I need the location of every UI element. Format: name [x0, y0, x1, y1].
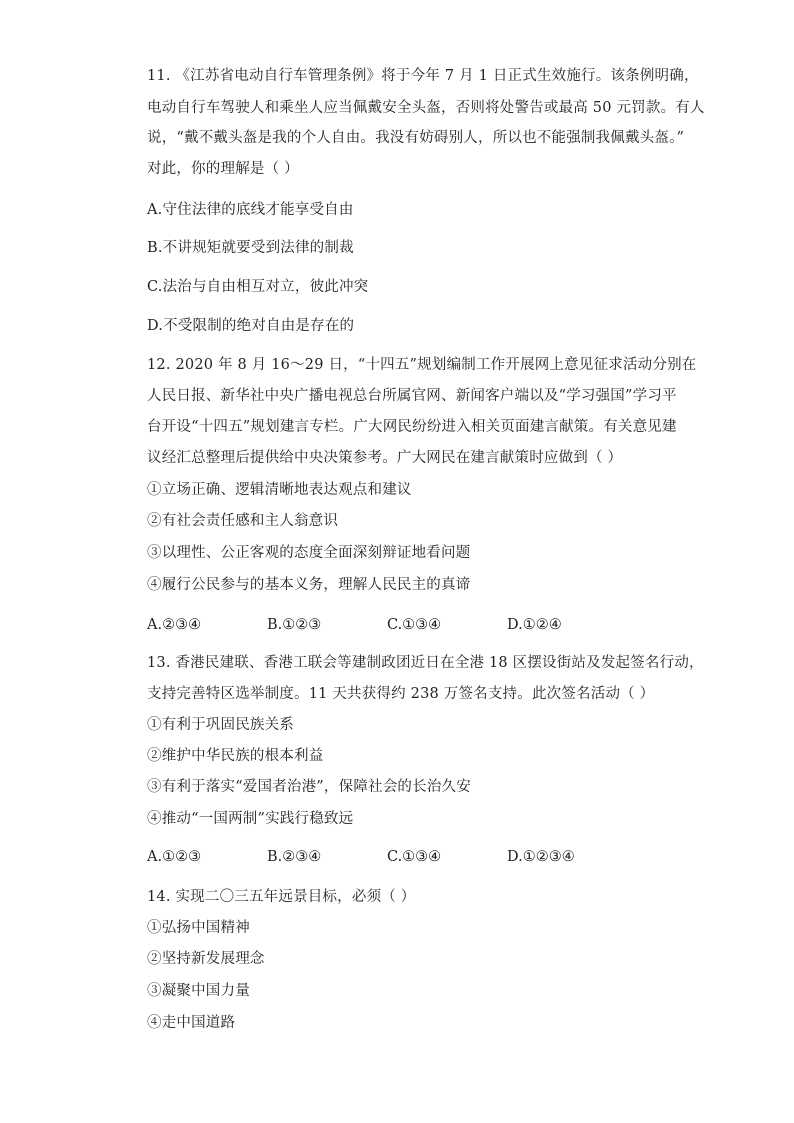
- question-11-option-d: D.不受限制的绝对自由是存在的: [147, 318, 355, 334]
- question-14-item-3: ③凝聚中国力量: [147, 983, 250, 999]
- question-13-line-1: 13. 香港民建联、香港工联会等建制政团近日在全港 18 区摆设街站及发起签名行动，: [147, 655, 704, 671]
- question-11-line-1: 11. 《江苏省电动自行车管理条例》将于今年 7 月 1 日正式生效施行。该条例明确，: [147, 68, 699, 84]
- question-13-item-2: ②维护中华民族的根本利益: [147, 748, 324, 764]
- question-13-item-4: ④推动“一国两制”实践行稳致远: [147, 811, 354, 827]
- question-13-line-2: 支持完善特区选举制度。11 天共获得约 238 万签名支持。此次签名活动（ ）: [147, 686, 655, 702]
- question-12-line-1: 12. 2020 年 8 月 16～29 日，“十四五”规划编制工作开展网上意见征求活动分别在: [147, 357, 697, 373]
- question-12-item-2: ②有社会责任感和主人翁意识: [147, 513, 339, 529]
- question-13-choice-a: A.①②③: [147, 849, 202, 865]
- question-12-choice-d: D.①②④: [507, 617, 562, 633]
- question-14-line-1: 14. 实现二〇三五年远景目标，必须（ ）: [147, 889, 416, 905]
- question-12-choice-a: A.②③④: [147, 617, 202, 633]
- question-13-item-3: ③有利于落实“爱国者治港”，保障社会的长治久安: [147, 779, 471, 795]
- question-12-line-4: 议经汇总整理后提供给中央决策参考。广大网民在建言献策时应做到（ ）: [147, 450, 623, 466]
- question-11-line-4: 对此，你的理解是（ ）: [147, 161, 299, 177]
- question-14-item-4: ④走中国道路: [147, 1015, 236, 1031]
- question-11-line-2: 电动自行车驾驶人和乘坐人应当佩戴安全头盔，否则将处警告或最高 50 元罚款。有人: [147, 100, 705, 116]
- question-12-line-3: 台开设“十四五”规划建言专栏。广大网民纷纷进入相关页面建言献策。有关意见建: [147, 419, 677, 435]
- question-13-choice-b: B.②③④: [267, 849, 322, 865]
- question-14-item-2: ②坚持新发展理念: [147, 951, 265, 967]
- question-11-line-3: 说，“戴不戴头盔是我的个人自由。我没有妨碍别人，所以也不能强制我佩戴头盔。”: [147, 130, 685, 146]
- question-12-item-1: ①立场正确、逻辑清晰地表达观点和建议: [147, 482, 412, 498]
- question-12-line-2: 人民日报、新华社中央广播电视总台所属官网、新闻客户端以及“学习强国”学习平: [147, 388, 677, 404]
- question-11-option-c: C.法治与自由相互对立，彼此冲突: [147, 279, 369, 295]
- question-13-choice-c: C.①③④: [387, 849, 442, 865]
- question-12-item-4: ④履行公民参与的基本义务，理解人民民主的真谛: [147, 577, 471, 593]
- question-13-item-1: ①有利于巩固民族关系: [147, 717, 294, 733]
- question-11-option-a: A.守住法律的底线才能享受自由: [147, 202, 354, 218]
- question-12-item-3: ③以理性、公正客观的态度全面深刻辩证地看问题: [147, 545, 471, 561]
- question-12-choice-b: B.①②③: [267, 617, 322, 633]
- question-11-option-b: B.不讲规矩就要受到法律的制裁: [147, 240, 354, 256]
- question-13-choice-d: D.①②③④: [507, 849, 575, 865]
- question-12-choice-c: C.①③④: [387, 617, 442, 633]
- question-14-item-1: ①弘扬中国精神: [147, 920, 250, 936]
